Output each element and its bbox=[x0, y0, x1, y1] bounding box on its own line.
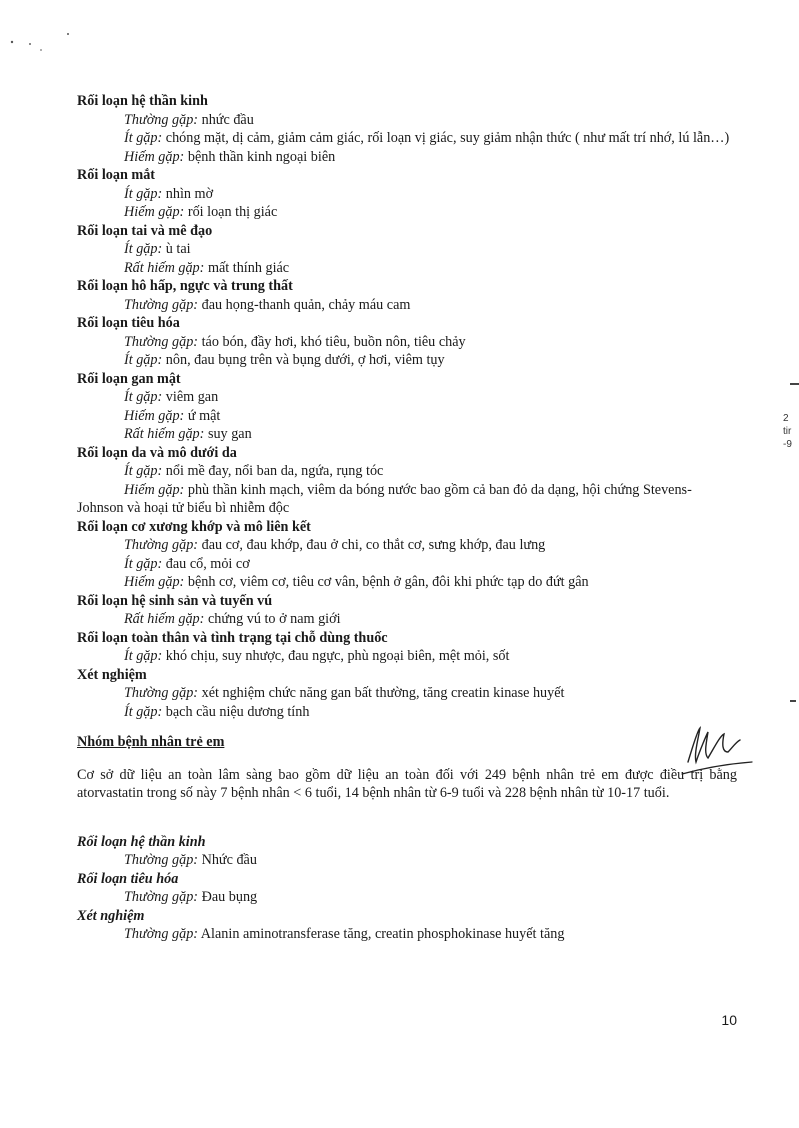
effect-text: viêm gan bbox=[162, 389, 219, 405]
effect-text: táo bón, đầy hơi, khó tiêu, buồn nôn, tiêu chảy bbox=[198, 333, 466, 350]
section-title: Rối loạn hệ thần kinh bbox=[77, 93, 208, 109]
margin-line: 2 bbox=[783, 413, 789, 424]
effect-text: nôn, đau bụng trên và bụng dưới, ợ hơi, viêm tụy bbox=[162, 352, 445, 368]
section-title: Rối loạn hệ thần kinh bbox=[77, 833, 206, 850]
effect-line bbox=[124, 148, 737, 167]
frequency-label: Ít gặp: bbox=[124, 185, 163, 202]
effect-text: nổi mề đay, nổi ban da, ngứa, rụng tóc bbox=[162, 463, 384, 479]
frequency-label: Thường gặp: bbox=[124, 537, 199, 553]
frequency-label: Ít gặp: bbox=[124, 241, 163, 257]
frequency-label: Ít gặp: bbox=[124, 352, 163, 368]
frequency-label: Ít gặp: bbox=[124, 130, 163, 146]
margin-mark bbox=[790, 700, 796, 702]
effect-text: Nhức đầu bbox=[198, 852, 257, 869]
frequency-label: Hiếm gặp: bbox=[124, 204, 185, 220]
effect-line bbox=[124, 536, 737, 555]
effect-text: chứng vú to ở nam giới bbox=[204, 611, 341, 627]
effect-text: bệnh cơ, viêm cơ, tiêu cơ vân, bệnh ở gân, đôi khi phức tạp do đứt gân bbox=[184, 574, 589, 590]
effect-text: bạch cầu niệu dương tính bbox=[162, 703, 310, 720]
pediatric-adverse-effects bbox=[77, 833, 737, 944]
pediatric-intro: Cơ sở dữ liệu an toàn lâm sàng bao gồm dữ liệu an toàn đối với 249 bệnh nhân trẻ em được điều trị bằng atorvastatin trong số này 7 bệnh nhân < 6 tuổi, 14 bệnh nhân từ 6-9 tuổi và 228 bệnh nhân từ 10-17 tuổi. bbox=[77, 766, 737, 802]
effect-line bbox=[124, 462, 737, 481]
effect-text: xét nghiệm chức năng gan bất thường, tăng creatin kinase huyết bbox=[198, 685, 565, 701]
effect-text: đau cổ, mỏi cơ bbox=[162, 555, 250, 572]
effect-line bbox=[124, 240, 737, 259]
frequency-label: Hiếm gặp: bbox=[124, 407, 185, 424]
effect-line bbox=[77, 481, 737, 518]
effect-line bbox=[124, 684, 737, 703]
effect-text: suy gan bbox=[204, 426, 252, 442]
effect-line bbox=[124, 333, 737, 352]
section-title: Rối loạn hệ sinh sản và tuyến vú bbox=[77, 592, 273, 609]
frequency-label: Ít gặp: bbox=[124, 703, 163, 720]
section-title: Rối loạn da và mô dưới da bbox=[77, 444, 237, 461]
handwritten-signature bbox=[680, 722, 760, 782]
effect-text: đau họng-thanh quản, chảy máu cam bbox=[198, 296, 411, 313]
effect-line bbox=[124, 111, 737, 130]
effect-text: đau cơ, đau khớp, đau ở chi, co thắt cơ, sưng khớp, đau lưng bbox=[198, 537, 546, 553]
effect-text: nhìn mờ bbox=[162, 185, 214, 202]
section-title: Rối loạn mắt bbox=[77, 167, 156, 183]
effect-line bbox=[124, 259, 737, 278]
effect-line bbox=[124, 296, 737, 315]
frequency-label: Thường gặp: bbox=[124, 111, 199, 128]
frequency-label: Thường gặp: bbox=[124, 852, 199, 869]
frequency-label: Hiếm gặp: bbox=[124, 574, 185, 590]
section-title: Rối loạn cơ xương khớp và mô liên kết bbox=[77, 518, 311, 535]
effect-text: khó chịu, suy nhược, đau ngực, phù ngoại biên, mệt mỏi, sốt bbox=[162, 648, 510, 664]
margin-mark bbox=[790, 383, 799, 385]
effect-line bbox=[77, 129, 737, 148]
effect-line bbox=[124, 555, 737, 574]
margin-line: -9 bbox=[783, 439, 792, 450]
frequency-label: Thường gặp: bbox=[124, 296, 199, 313]
section-title: Xét nghiệm bbox=[77, 907, 145, 924]
effect-text: rối loạn thị giác bbox=[184, 204, 278, 220]
effect-line bbox=[124, 425, 737, 444]
frequency-label: Ít gặp: bbox=[124, 555, 163, 572]
cropped-margin-text bbox=[783, 412, 799, 451]
frequency-label: Thường gặp: bbox=[124, 889, 199, 906]
frequency-label: Ít gặp: bbox=[124, 463, 163, 479]
effect-text: ù tai bbox=[162, 241, 191, 257]
frequency-label: Thường gặp: bbox=[124, 685, 199, 701]
effect-line bbox=[124, 703, 737, 722]
effect-line bbox=[124, 185, 737, 204]
section-title: Xét nghiệm bbox=[77, 666, 147, 683]
frequency-label: Rất hiếm gặp: bbox=[124, 611, 205, 627]
page-number: 10 bbox=[721, 1012, 737, 1028]
frequency-label: Hiếm gặp: bbox=[124, 148, 185, 165]
section-title: Rối loạn gan mật bbox=[77, 370, 181, 387]
effect-line bbox=[124, 851, 737, 870]
effect-text: bệnh thần kinh ngoại biên bbox=[184, 148, 336, 165]
section-title: Rối loạn toàn thân và tình trạng tại chỗ dùng thuốc bbox=[77, 629, 388, 646]
frequency-label: Hiếm gặp: bbox=[124, 481, 185, 498]
adult-adverse-effects bbox=[77, 92, 737, 721]
effect-text: Đau bụng bbox=[198, 889, 258, 906]
frequency-label: Thường gặp: bbox=[124, 333, 199, 350]
frequency-label: Rất hiếm gặp: bbox=[124, 259, 205, 276]
effect-text: chóng mặt, dị cảm, giảm cảm giác, rối loạn vị giác, suy giảm nhận thức ( như mất trí nhớ, lú lẫn…) bbox=[162, 130, 730, 146]
section-title: Rối loạn hô hấp, ngực và trung thất bbox=[77, 278, 293, 294]
effect-text: nhức đầu bbox=[198, 111, 254, 128]
effect-text: mất thính giác bbox=[204, 259, 290, 276]
section-title: Rối loạn tiêu hóa bbox=[77, 870, 179, 887]
frequency-label: Ít gặp: bbox=[124, 389, 163, 405]
effect-line bbox=[124, 203, 737, 222]
effect-line bbox=[124, 407, 737, 426]
section-title: Rối loạn tai và mê đạo bbox=[77, 222, 213, 239]
effect-line bbox=[124, 888, 737, 907]
effect-text: Alanin aminotransferase tăng, creatin phosphokinase huyết tăng bbox=[198, 926, 565, 943]
pediatric-heading: Nhóm bệnh nhân trẻ em bbox=[77, 734, 225, 750]
effect-line bbox=[124, 647, 737, 666]
section-title: Rối loạn tiêu hóa bbox=[77, 315, 180, 331]
effect-line bbox=[124, 610, 737, 629]
frequency-label: Ít gặp: bbox=[124, 648, 163, 664]
margin-line: tir bbox=[783, 426, 792, 437]
frequency-label: Thường gặp: bbox=[124, 926, 199, 943]
effect-text: ứ mật bbox=[184, 407, 221, 424]
frequency-label: Rất hiếm gặp: bbox=[124, 426, 205, 442]
effect-line bbox=[124, 388, 737, 407]
effect-line bbox=[124, 573, 737, 592]
adverse-effects-content bbox=[77, 92, 737, 944]
effect-line bbox=[124, 925, 737, 944]
effect-text: phù thần kinh mạch, viêm da bóng nước bao gồm cả ban đỏ da dạng, hội chứng Stevens-Johnson và hoại tử biểu bì nhiễm độc bbox=[77, 481, 692, 516]
scan-specks bbox=[8, 20, 78, 60]
effect-line bbox=[124, 351, 737, 370]
